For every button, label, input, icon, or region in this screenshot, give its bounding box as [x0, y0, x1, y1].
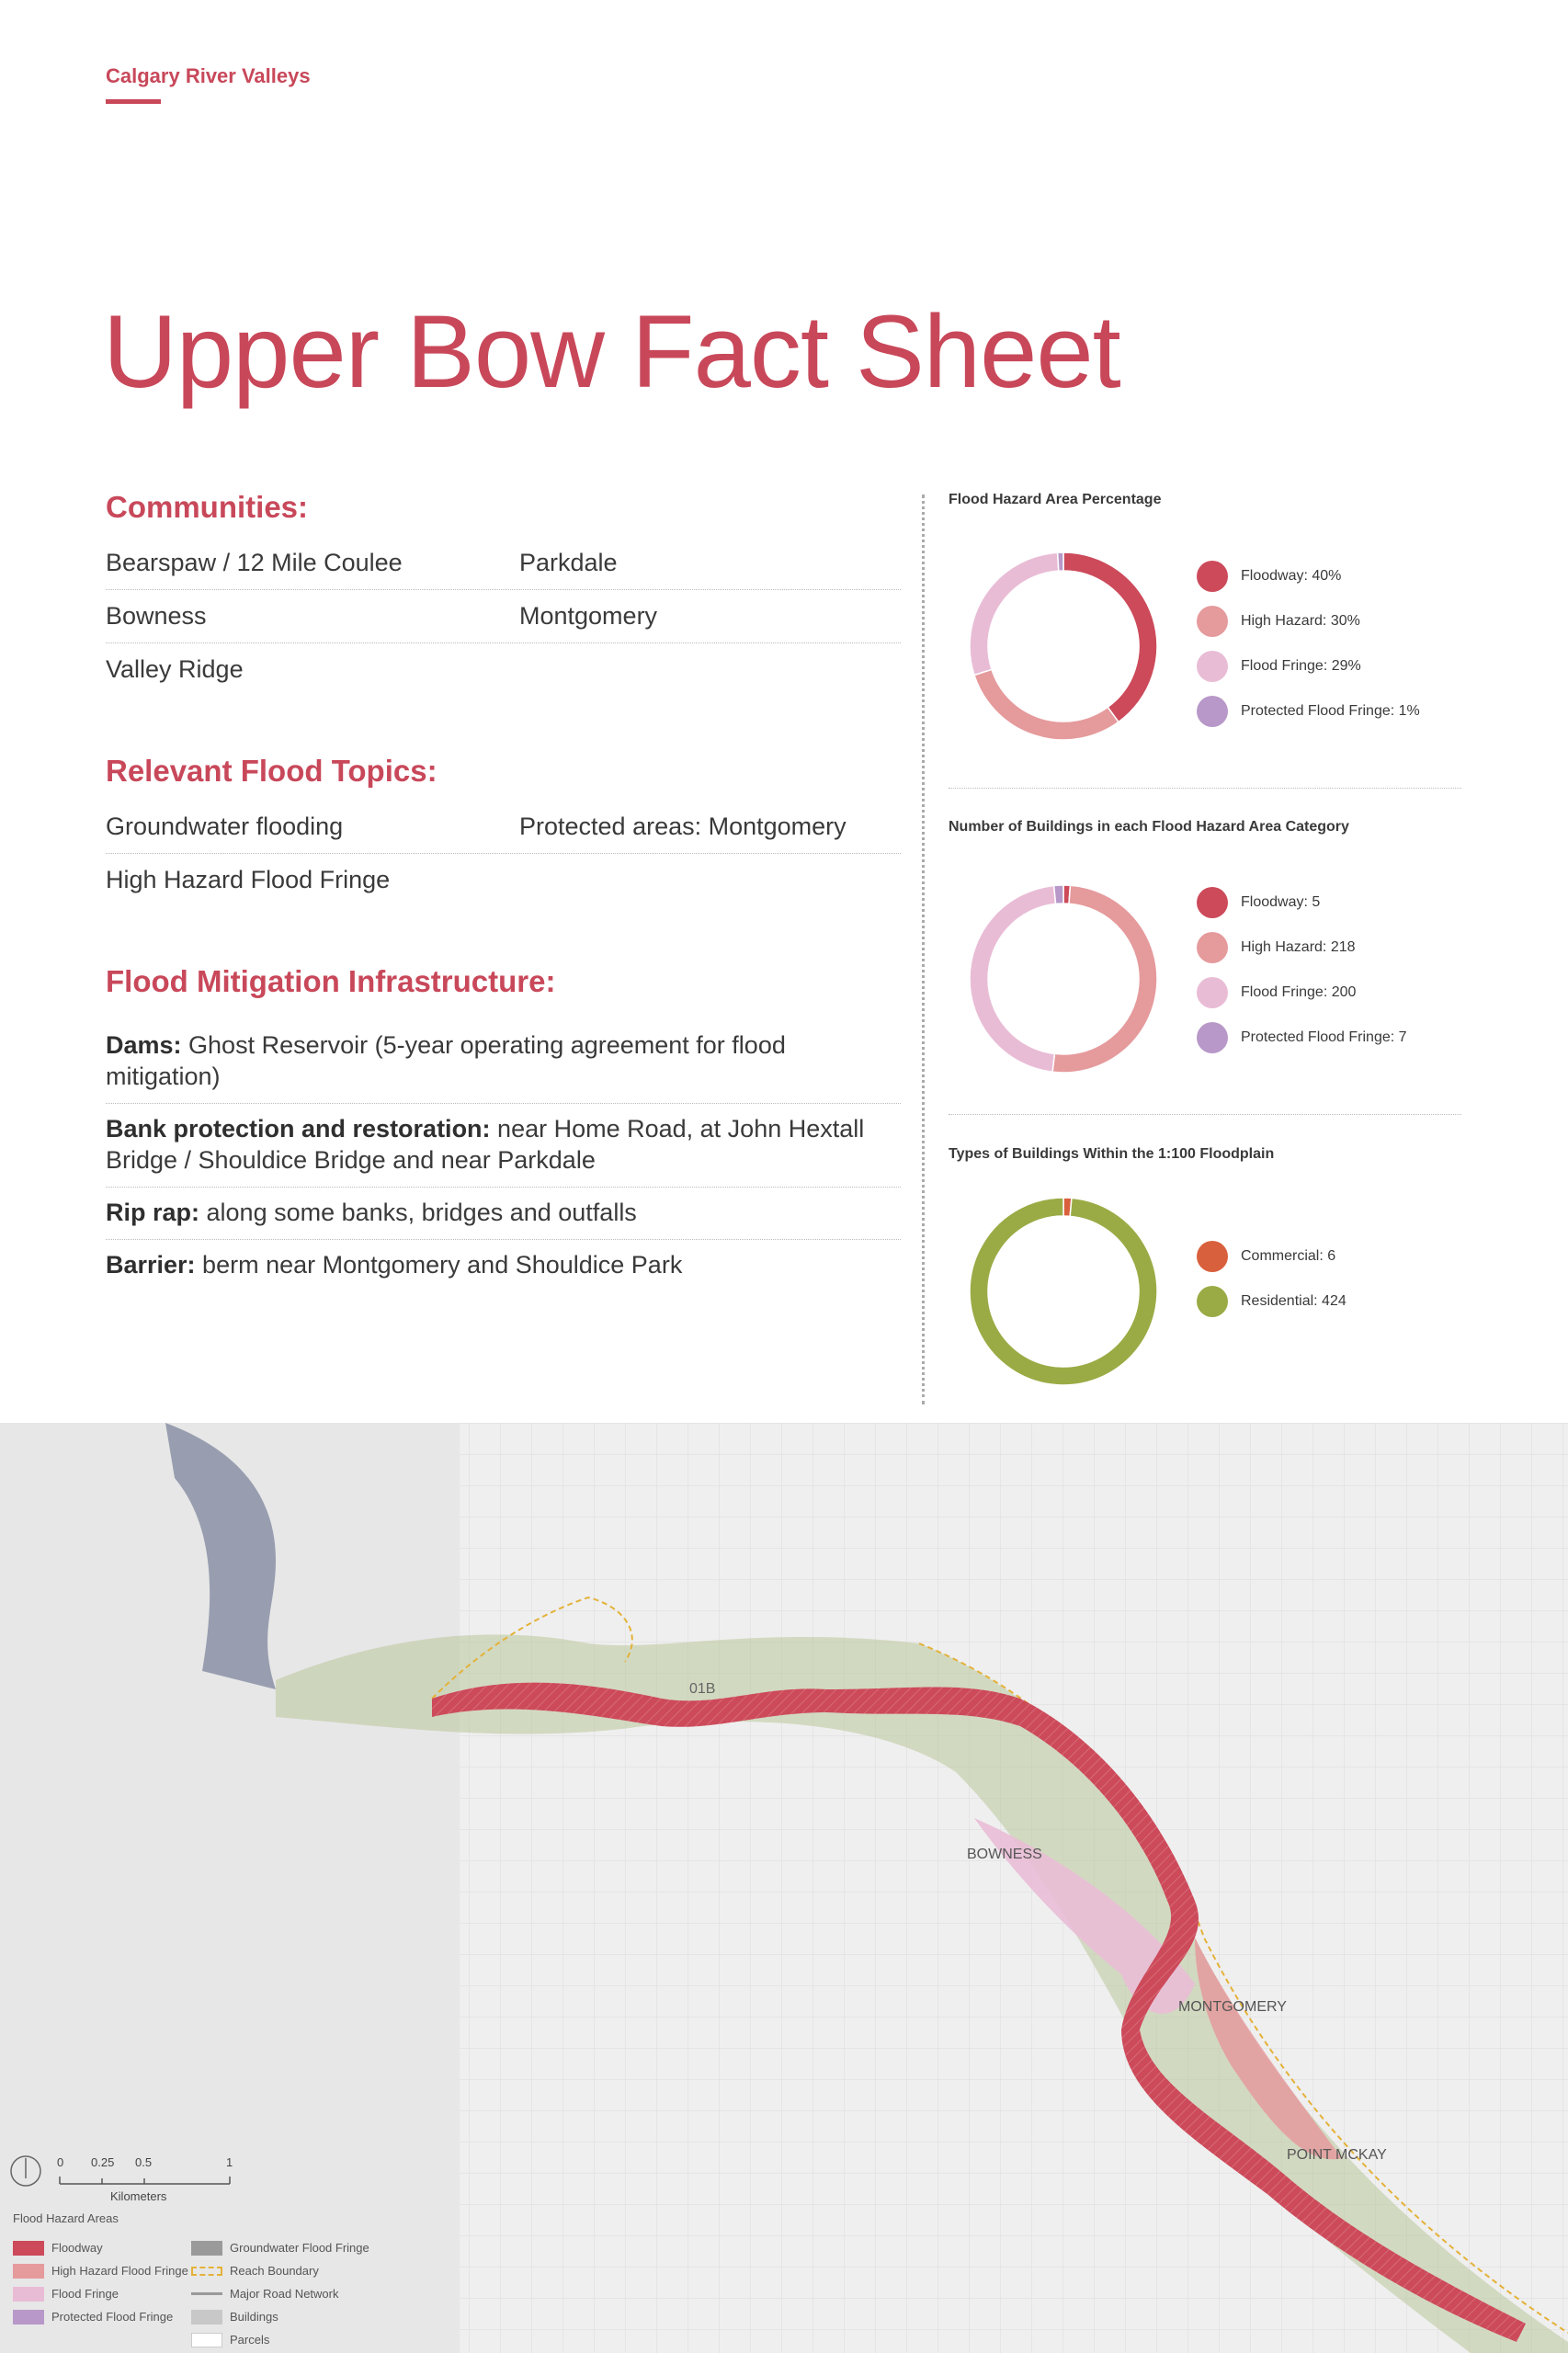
chart-legend	[1197, 1233, 1346, 1324]
chart-legend	[1197, 880, 1407, 1060]
legend-swatch	[1197, 696, 1228, 727]
list-item: Montgomery	[519, 602, 658, 630]
legend-label: Floodway: 40%	[1241, 567, 1342, 584]
list-row	[106, 854, 901, 906]
donut-chart-building-types	[958, 1186, 1169, 1397]
legend-swatch	[191, 2241, 222, 2256]
page-title: Upper Bow Fact Sheet	[103, 294, 1120, 409]
legend-item	[1197, 880, 1407, 925]
chart-title: Flood Hazard Area Percentage	[949, 492, 1162, 507]
legend-item	[1197, 598, 1420, 643]
infrastructure-heading: Flood Mitigation Infrastructure:	[106, 964, 556, 998]
donut-slice-2	[970, 886, 1056, 1073]
column-divider	[922, 494, 925, 1404]
community-label-montgomery: MONTGOMERY	[1178, 1999, 1287, 2015]
map-legend-column	[191, 2236, 369, 2351]
legend-item	[13, 2282, 191, 2305]
donut-chart-hazard-percentage	[958, 540, 1169, 752]
donut-slice-1	[974, 669, 1119, 740]
legend-item	[191, 2328, 369, 2351]
legend-label: Protected Flood Fringe: 7	[1241, 1029, 1407, 1045]
chart-title: Types of Buildings Within the 1:100 Floodplain	[949, 1146, 1275, 1162]
item-lead: Bank protection and restoration:	[106, 1115, 491, 1142]
list-item: Valley Ridge	[106, 655, 244, 683]
legend-item	[1197, 1279, 1346, 1324]
list-item: Bowness	[106, 602, 207, 630]
item-lead: Dams:	[106, 1031, 182, 1059]
list-row	[106, 801, 901, 854]
legend-label: Reach Boundary	[230, 2264, 319, 2278]
chart-divider	[949, 1114, 1461, 1115]
list-item	[106, 1104, 901, 1188]
legend-item	[13, 2305, 191, 2328]
list-item: Groundwater flooding	[106, 813, 344, 840]
legend-item	[1197, 970, 1407, 1015]
legend-swatch	[1197, 561, 1228, 592]
legend-item	[1197, 553, 1420, 598]
legend-label: High Hazard Flood Fringe	[51, 2264, 188, 2278]
legend-item	[13, 2259, 191, 2282]
map-legend-column	[13, 2236, 191, 2351]
communities-list	[106, 537, 901, 696]
legend-label: High Hazard: 30%	[1241, 612, 1360, 629]
legend-swatch	[13, 2241, 44, 2256]
legend-label: Floodway	[51, 2241, 103, 2255]
legend-label: Buildings	[230, 2310, 278, 2324]
legend-item	[191, 2259, 369, 2282]
legend-item	[1197, 925, 1407, 970]
legend-swatch	[1197, 1241, 1228, 1272]
legend-swatch	[1197, 932, 1228, 963]
legend-label: Parcels	[230, 2333, 270, 2347]
legend-swatch	[191, 2267, 222, 2276]
community-label-point-mckay: POINT MCKAY	[1287, 2147, 1387, 2163]
legend-swatch	[1197, 606, 1228, 637]
list-item: Protected areas: Montgomery	[519, 813, 846, 840]
item-text: berm near Montgomery and Shouldice Park	[195, 1251, 683, 1279]
item-text: Ghost Reservoir (5-year operating agreement for flood mitigation)	[106, 1031, 786, 1090]
legend-item	[191, 2236, 369, 2259]
donut-slice-1	[1052, 885, 1157, 1073]
legend-item	[191, 2305, 369, 2328]
scale-tick-label: 0.5	[135, 2155, 153, 2169]
donut-slice-2	[970, 552, 1059, 675]
legend-item	[1197, 643, 1420, 688]
legend-label: Residential: 424	[1241, 1292, 1346, 1309]
chart-divider	[949, 788, 1461, 789]
map-scale	[9, 2151, 248, 2212]
infrastructure-list	[106, 1020, 901, 1291]
legend-item	[1197, 688, 1420, 733]
legend-item	[1197, 1015, 1407, 1060]
donut-slice-0	[1063, 552, 1157, 722]
donut-chart-building-counts	[958, 873, 1169, 1085]
item-lead: Rip rap:	[106, 1199, 200, 1226]
communities-heading: Communities:	[106, 490, 309, 524]
legend-swatch	[191, 2292, 222, 2295]
brand-underline	[106, 99, 161, 104]
legend-swatch	[1197, 1022, 1228, 1053]
list-item: Parkdale	[519, 549, 618, 576]
community-label-bowness: BOWNESS	[967, 1847, 1042, 1862]
topics-heading: Relevant Flood Topics:	[106, 754, 437, 788]
legend-label: Protected Flood Fringe	[51, 2310, 174, 2324]
item-lead: Barrier:	[106, 1251, 196, 1279]
legend-item	[191, 2282, 369, 2305]
topics-list	[106, 801, 901, 906]
list-row	[106, 537, 901, 590]
legend-swatch	[13, 2287, 44, 2302]
chart-legend	[1197, 553, 1420, 733]
item-text: near Home Road, at John Hextall Bridge / Shouldice Bridge and near Parkdale	[106, 1115, 865, 1174]
legend-swatch	[13, 2264, 44, 2279]
scale-unit: Kilometers	[110, 2189, 167, 2203]
list-item	[106, 1188, 901, 1240]
legend-label: Protected Flood Fringe: 1%	[1241, 702, 1420, 719]
legend-label: Groundwater Flood Fringe	[230, 2241, 369, 2255]
item-text: along some banks, bridges and outfalls	[199, 1199, 637, 1226]
legend-label: Major Road Network	[230, 2287, 339, 2301]
list-row	[106, 590, 901, 643]
chart-title: Number of Buildings in each Flood Hazard Area Category	[949, 819, 1349, 835]
legend-swatch	[1197, 1286, 1228, 1317]
list-item: Bearspaw / 12 Mile Coulee	[106, 549, 403, 576]
legend-label: Flood Fringe	[51, 2287, 119, 2301]
legend-label: Floodway: 5	[1241, 893, 1321, 910]
donut-slice-3	[1054, 885, 1063, 904]
donut-slice-3	[1058, 552, 1063, 571]
legend-swatch	[1197, 887, 1228, 918]
scale-bar	[9, 2151, 248, 2208]
map-legend-heading: Flood Hazard Areas	[13, 2211, 119, 2225]
legend-swatch	[13, 2310, 44, 2325]
legend-swatch	[191, 2310, 222, 2325]
legend-swatch	[1197, 651, 1228, 682]
legend-label: High Hazard: 218	[1241, 938, 1356, 955]
legend-swatch	[1197, 977, 1228, 1008]
legend-swatch	[191, 2333, 222, 2347]
legend-label: Flood Fringe: 200	[1241, 983, 1357, 1000]
legend-label: Flood Fringe: 29%	[1241, 657, 1361, 674]
scale-tick-label: 0.25	[91, 2155, 115, 2169]
list-item: High Hazard Flood Fringe	[106, 866, 391, 893]
brand-name: Calgary River Valleys	[106, 64, 311, 87]
legend-label: Commercial: 6	[1241, 1247, 1336, 1264]
legend-item	[1197, 1233, 1346, 1279]
list-item	[106, 1020, 901, 1104]
scale-tick-label: 0	[57, 2155, 64, 2169]
donut-slice-1	[970, 1198, 1157, 1385]
map-legend	[13, 2211, 369, 2351]
list-row	[106, 643, 901, 696]
reach-label: 01B	[689, 1681, 716, 1697]
list-item	[106, 1240, 901, 1291]
scale-tick-label: 1	[226, 2155, 233, 2169]
legend-item	[13, 2236, 191, 2259]
